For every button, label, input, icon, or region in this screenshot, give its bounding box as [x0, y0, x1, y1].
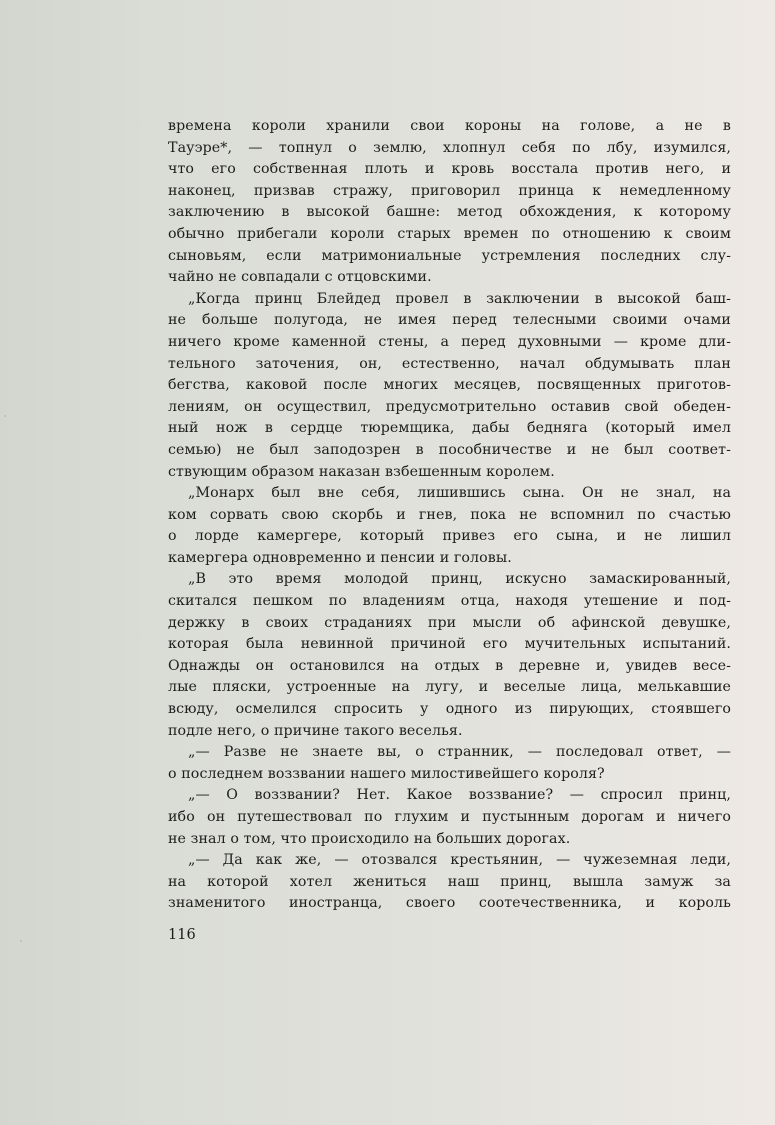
text-line: „— Да как же, — отозвался крестьянин, — чужеземная леди,	[188, 852, 731, 869]
text-line: „— Разве не знаете вы, о странник, — последовал ответ, —	[188, 744, 731, 761]
paper-speck	[4, 415, 6, 417]
text-line: знаменитого иностранца, своего соотечественника, и король	[168, 895, 731, 912]
text-line: ничего кроме каменной стены, а перед духовными — кроме дли-	[168, 333, 731, 350]
paragraph	[168, 850, 731, 915]
text-line: что его собственная плоть и кровь восстала против него, и	[168, 161, 731, 178]
text-line: Тауэре*, — топнул о землю, хлопнул себя по лбу, изумился,	[168, 139, 731, 156]
text-line: о последнем воззвании нашего милостивейшего короля?	[168, 765, 605, 782]
text-line: о лорде камергере, который привез его сына, и не лишил	[168, 528, 731, 545]
text-line: семью) не был заподозрен в пособничестве и не был соответ-	[168, 441, 731, 458]
text-line: держку в своих страданиях при мысли об афинской девушке,	[168, 614, 731, 631]
text-line: наконец, призвав стражу, приговорил принца к немедленному	[168, 182, 731, 199]
text-line: ибо он путешествовал по глухим и пустынным дорогам и ничего	[168, 809, 731, 825]
page-number: 116	[168, 927, 196, 943]
text-line: сыновьям, если матримониальные устремления последних слу-	[168, 247, 731, 264]
text-line: лениям, он осуществил, предусмотрительно оставив свой обеден-	[168, 398, 731, 415]
text-line: заключению в высокой башне: метод обхождения, к которому	[168, 204, 731, 221]
paragraph	[168, 483, 731, 569]
text-line: времена короли хранили свои короны на голове, а не в	[168, 118, 731, 134]
text-line: всюду, осмелился спросить у одного из пирующих, стоявшего	[168, 701, 731, 718]
text-line: обычно прибегали короли старых времен по отношению к своим	[168, 225, 731, 242]
text-line: „Когда принц Блейдед провел в заключении в высокой баш-	[188, 290, 731, 307]
text-line: камергера одновременно и пенсии и головы.	[168, 549, 512, 566]
paper-speck	[20, 940, 22, 942]
paragraph	[168, 289, 731, 483]
text-line: ный нож в сердце тюремщика, дабы бедняга (который имел	[168, 420, 731, 437]
text-line: скитался пешком по владениям отца, находя утешение и под-	[168, 593, 731, 610]
text-line: которая была невинной причиной его мучительных испытаний.	[168, 636, 731, 653]
paragraph	[168, 785, 731, 850]
text-line: лые пляски, устроенные на лугу, и веселые лица, мелькавшие	[168, 679, 731, 696]
text-line: ком сорвать свою скорбь и гнев, пока не вспомнил по счастью	[168, 506, 731, 523]
text-line: „— О воззвании? Нет. Какое воззвание? — спросил принц,	[188, 787, 731, 804]
text-line: „Монарх был вне себя, лишившись сына. Он не знал, на	[188, 485, 731, 502]
paragraph	[168, 569, 731, 742]
text-line: подле него, о причине такого веселья.	[168, 722, 463, 739]
text-line: ствующим образом наказан взбешенным королем.	[168, 463, 555, 480]
text-line: чайно не совпадали с отцовскими.	[168, 269, 432, 286]
text-line: бегства, каковой после многих месяцев, посвященных приготов-	[168, 377, 731, 394]
page-text-block	[168, 116, 731, 915]
text-line: тельного заточения, он, естественно, начал обдумывать план	[168, 355, 731, 372]
text-line: „В это время молодой принц, искусно замаскированный,	[188, 571, 731, 588]
text-line: не больше полугода, не имея перед телесными своими очами	[168, 312, 731, 329]
text-line: Однажды он остановился на отдых в деревне и, увидев весе-	[168, 657, 731, 674]
text-line: на которой хотел жениться наш принц, вышла замуж за	[168, 873, 731, 890]
paragraph	[168, 742, 731, 785]
text-line: не знал о том, что происходило на больших дорогах.	[168, 830, 571, 847]
paragraph	[168, 116, 731, 289]
